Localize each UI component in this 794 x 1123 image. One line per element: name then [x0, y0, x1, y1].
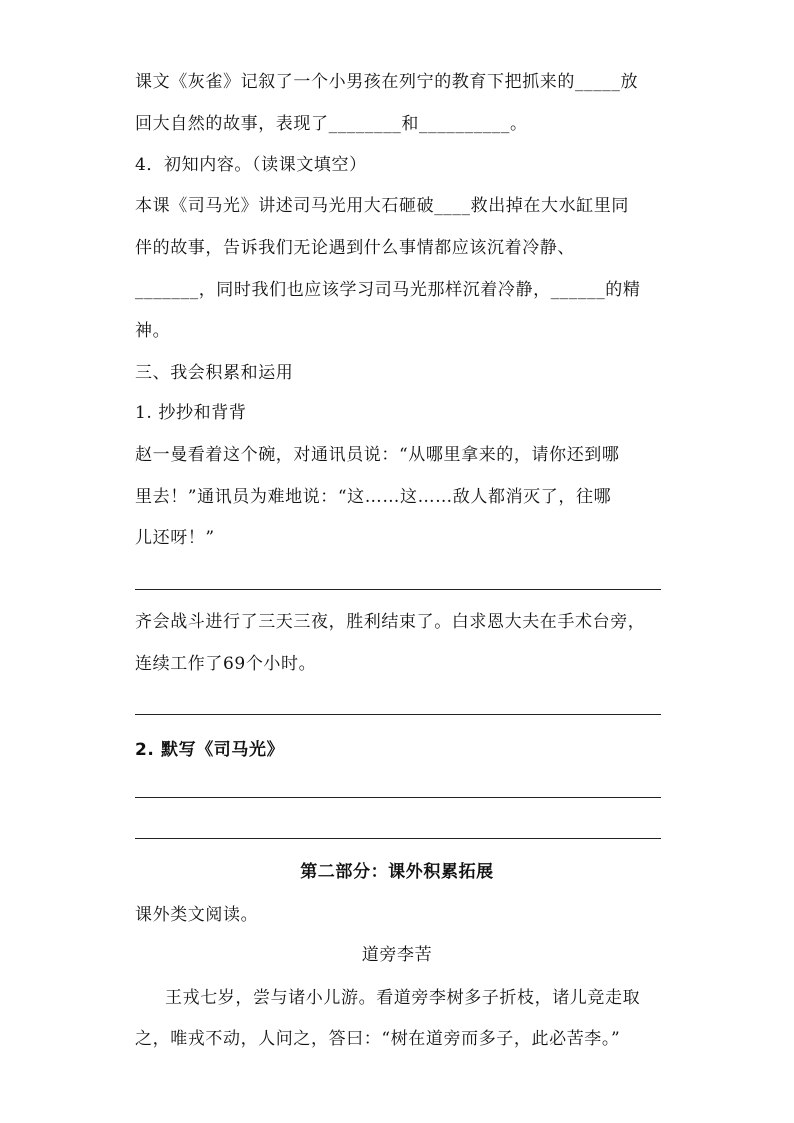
paragraph-line: 课文《灰雀》记叙了一个小男孩在列宁的教育下把抓来的_____放	[135, 72, 639, 92]
story-line: 王戎七岁，尝与诸小儿游。看道旁李树多子折枝，诸儿竞走取	[165, 988, 641, 1008]
passage-line: 赵一曼看着这个碗，对通讯员说：“从哪里拿来的，请你还到哪	[135, 445, 620, 465]
paragraph-line: 伴的故事，告诉我们无论遇到什么事情都应该沉着冷静、	[135, 238, 575, 258]
passage-line: 连续工作了69个小时。	[135, 654, 317, 674]
subsection-2-heading: 2. 默写《司马光》	[135, 740, 285, 760]
part-2-heading: 第二部分：课外积累拓展	[300, 862, 494, 882]
copy-answer-line[interactable]	[135, 714, 661, 715]
story-title: 道旁李苦	[361, 945, 433, 965]
paragraph-line: 神。	[135, 321, 171, 341]
dictation-answer-line[interactable]	[135, 797, 661, 798]
paragraph-line: _______，同时我们也应该学习司马光那样沉着冷静，______的精	[135, 280, 641, 300]
section-3-heading: 三、我会积累和运用	[135, 363, 294, 383]
story-line: 之，唯戎不动，人问之，答曰：“树在道旁而多子，此必苦李。”	[135, 1029, 621, 1049]
dictation-answer-line[interactable]	[135, 838, 661, 839]
paragraph-line: 本课《司马光》讲述司马光用大石砸破____救出掉在大水缸里同	[135, 196, 629, 216]
passage-line: 里去！”通讯员为难地说：“这……这……敌人都消灭了，往哪	[135, 487, 612, 507]
copy-answer-line[interactable]	[135, 589, 661, 590]
paragraph-line: 回大自然的故事，表现了________和__________。	[135, 114, 528, 134]
subsection-1-heading: 1. 抄抄和背背	[135, 403, 247, 423]
reading-intro: 课外类文阅读。	[135, 905, 259, 925]
passage-line: 儿还呀！”	[135, 528, 215, 548]
passage-line: 齐会战斗进行了三天三夜，胜利结束了。白求恩大夫在手术台旁，	[135, 612, 646, 632]
question-4-heading: 4．初知内容。（读课文填空）	[135, 155, 367, 175]
